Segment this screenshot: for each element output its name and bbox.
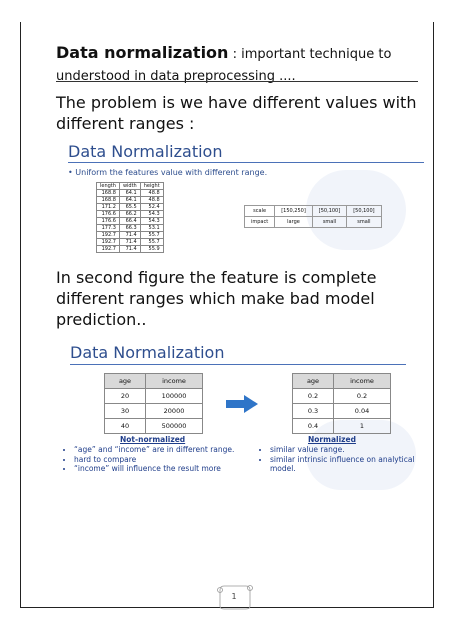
table-row	[97, 204, 164, 211]
table-cell: 1	[334, 419, 391, 434]
table-row	[293, 404, 391, 419]
table-header-cell: income	[334, 374, 391, 389]
table-cell: 54.3	[140, 218, 163, 225]
table-row	[97, 190, 164, 197]
table-cell: 48.8	[140, 190, 163, 197]
table-header-cell: age	[293, 374, 334, 389]
right-arrow-icon	[226, 395, 258, 413]
table-row	[105, 404, 203, 419]
header-rule	[56, 81, 418, 82]
table-cell: 66.4	[119, 218, 140, 225]
table-cell: small	[312, 217, 346, 228]
table-cell: 192.7	[97, 239, 120, 246]
slide-2-rule	[70, 364, 406, 365]
table-row	[245, 217, 382, 228]
normalized-notes	[260, 445, 420, 474]
table-cell: 71.4	[119, 232, 140, 239]
note-item: • similar value range.	[270, 445, 420, 455]
table-cell: 0.4	[293, 419, 334, 434]
slide-1-title: Data Normalization	[68, 142, 223, 161]
table-cell: small	[347, 217, 381, 228]
table-cell: 64.1	[119, 197, 140, 204]
table-cell: 192.7	[97, 232, 120, 239]
table-cell: [150,250]	[275, 206, 313, 217]
not-normalized-notes	[64, 445, 264, 474]
normalized-heading: Normalized	[308, 435, 356, 444]
header-subtitle: : important technique to understood in data preprocessing ....	[56, 47, 392, 84]
normalized-table	[292, 373, 391, 434]
table-header-cell: income	[146, 374, 203, 389]
table-header-cell: width	[119, 183, 140, 190]
table-row	[97, 197, 164, 204]
table-header-cell: length	[97, 183, 120, 190]
table-row	[293, 419, 391, 434]
paragraph-problem: The problem is we have different values with different ranges :	[56, 93, 417, 133]
not-normalized-heading: Not-normalized	[120, 435, 186, 444]
table-cell: 71.4	[119, 239, 140, 246]
table-cell: 64.1	[119, 190, 140, 197]
table-row	[97, 225, 164, 232]
table-cell: 100000	[146, 389, 203, 404]
table-cell: 48.8	[140, 197, 163, 204]
table-cell: 0.2	[334, 389, 391, 404]
table-cell: 53.1	[140, 225, 163, 232]
page-header	[56, 42, 418, 88]
slide-2-title: Data Normalization	[70, 343, 225, 362]
table-cell: 177.3	[97, 225, 120, 232]
table-row	[97, 211, 164, 218]
table-row	[97, 246, 164, 253]
table-cell: 20000	[146, 404, 203, 419]
note-item: • “age” and “income” are in different range.	[74, 445, 264, 455]
table-cell: 171.2	[97, 204, 120, 211]
table-cell: 500000	[146, 419, 203, 434]
table-cell: 71.4	[119, 246, 140, 253]
note-item: • hard to compare	[74, 455, 264, 465]
slide-1-scale-table	[244, 205, 382, 228]
table-header-cell: age	[105, 374, 146, 389]
page-number: 1	[231, 592, 237, 601]
table-row	[245, 206, 382, 217]
table-cell: 65.5	[119, 204, 140, 211]
table-cell: 55.7	[140, 239, 163, 246]
table-cell: 52.4	[140, 204, 163, 211]
table-row	[97, 232, 164, 239]
note-item: • “income” will influence the result more	[74, 464, 264, 474]
page-number-scroll	[214, 584, 254, 610]
table-cell: 0.04	[334, 404, 391, 419]
slide-1-bullet: • Uniform the features value with different range.	[68, 168, 268, 177]
table-cell: 0.3	[293, 404, 334, 419]
table-cell: 54.3	[140, 211, 163, 218]
table-cell: [50,100]	[312, 206, 346, 217]
table-row	[97, 239, 164, 246]
table-cell: 176.6	[97, 218, 120, 225]
table-cell: 40	[105, 419, 146, 434]
table-row	[105, 389, 203, 404]
table-cell: scale	[245, 206, 275, 217]
table-cell: impact	[245, 217, 275, 228]
table-cell: 176.6	[97, 211, 120, 218]
table-header-cell: height	[140, 183, 163, 190]
slide-figure-2	[56, 340, 426, 490]
table-cell: 168.8	[97, 197, 120, 204]
table-cell: 66.3	[119, 225, 140, 232]
table-cell: 55.9	[140, 246, 163, 253]
table-cell: 0.2	[293, 389, 334, 404]
slide-1-measurements-table	[96, 182, 164, 253]
table-row	[293, 389, 391, 404]
table-cell: 66.2	[119, 211, 140, 218]
table-cell: 30	[105, 404, 146, 419]
slide-figure-1	[56, 140, 428, 258]
table-row	[97, 218, 164, 225]
table-cell: 168.8	[97, 190, 120, 197]
table-cell: [50,100]	[347, 206, 381, 217]
slide-1-rule	[68, 162, 424, 163]
table-cell: 55.7	[140, 232, 163, 239]
paragraph-second-figure: In second figure the feature is complete different ranges which make bad model prediction..	[56, 268, 377, 329]
not-normalized-table	[104, 373, 203, 434]
note-item: • similar intrinsic influence on analytical model.	[270, 455, 420, 474]
header-title: Data normalization	[56, 43, 229, 62]
table-cell: large	[275, 217, 313, 228]
table-row	[105, 419, 203, 434]
table-cell: 192.7	[97, 246, 120, 253]
table-cell: 20	[105, 389, 146, 404]
